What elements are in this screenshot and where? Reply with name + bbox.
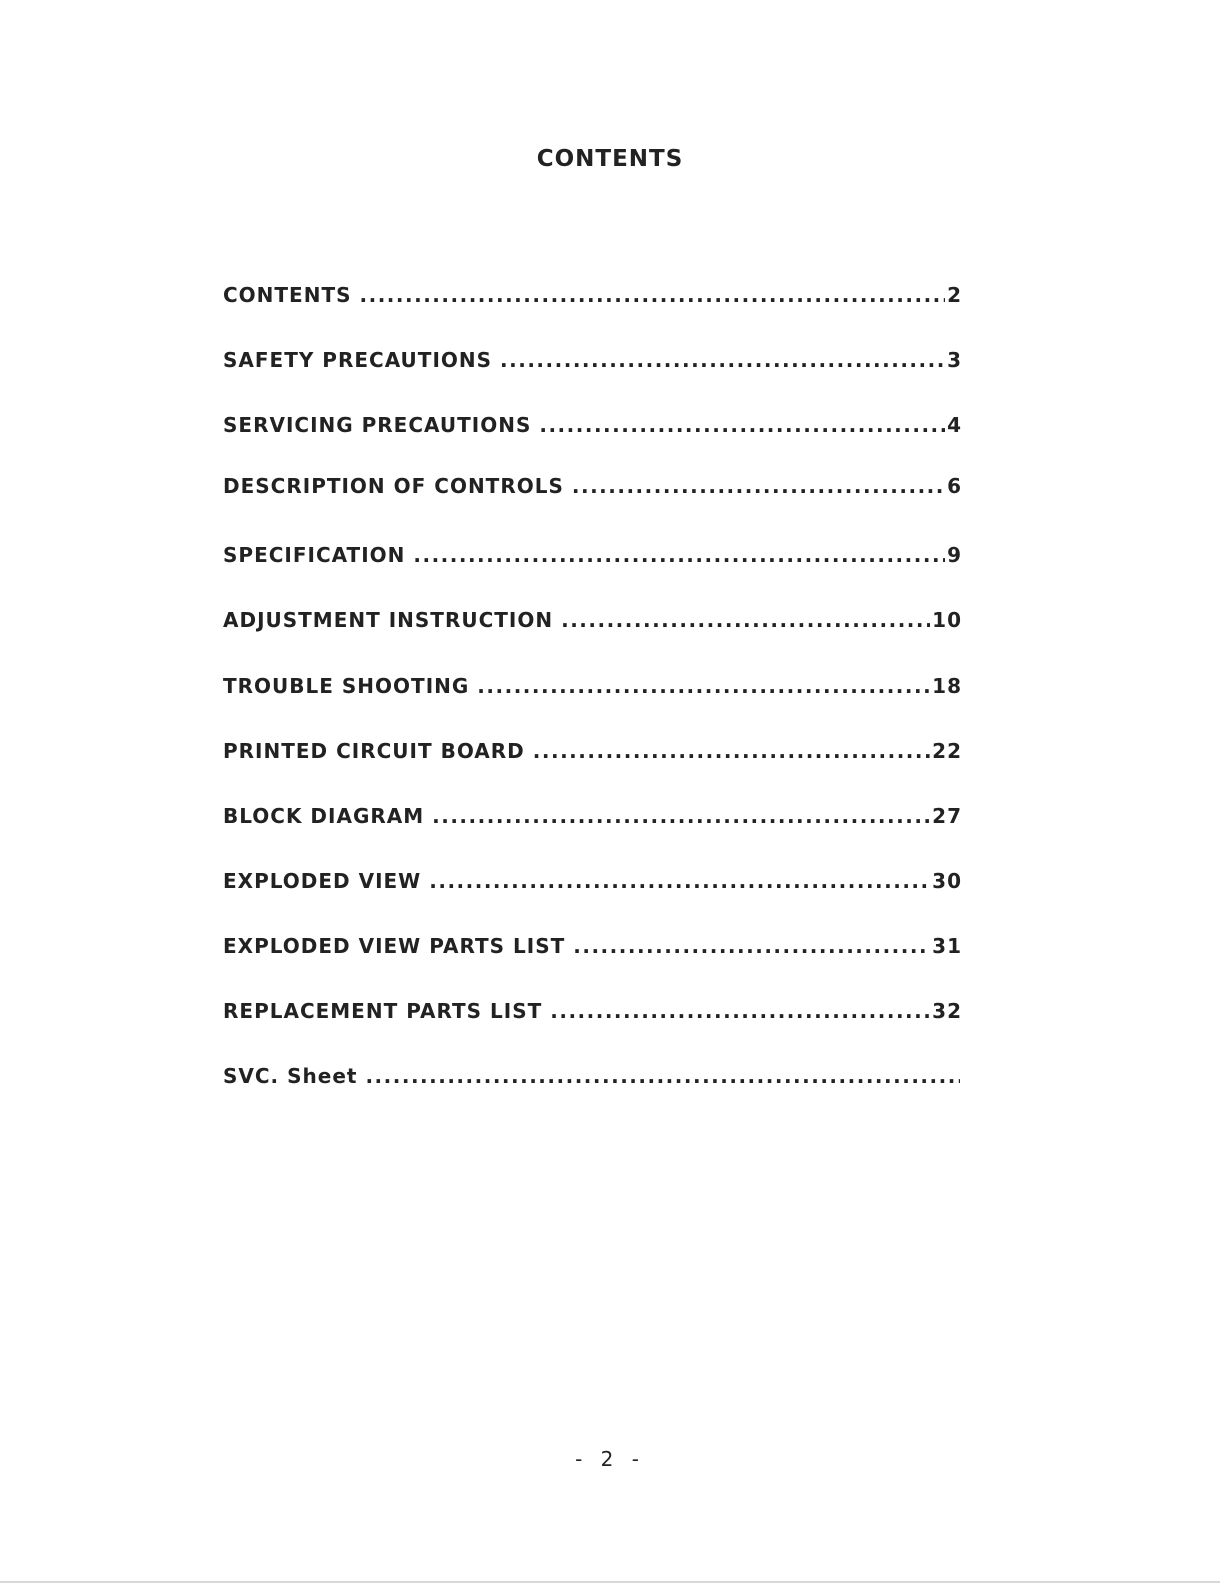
page-number: - 2 -: [575, 1447, 645, 1471]
toc-entry-contents[interactable]: [223, 283, 962, 313]
toc-dot-leader: [360, 283, 946, 307]
toc-entry-label: EXPLODED VIEW: [223, 869, 422, 893]
toc-entry-page: 4: [947, 413, 962, 437]
toc-entry-replacement-parts-list[interactable]: [223, 999, 962, 1029]
page-title: CONTENTS: [536, 146, 684, 172]
toc-entry-svc-sheet[interactable]: [223, 1064, 962, 1094]
toc-entry-label: DESCRIPTION OF CONTROLS: [223, 474, 564, 498]
toc-entry-label: TROUBLE SHOOTING: [223, 674, 470, 698]
toc-dot-leader: [413, 543, 945, 567]
toc-entry-printed-circuit-board[interactable]: [223, 739, 962, 769]
toc-entry-page: 18: [932, 674, 962, 698]
toc-entry-page: 2: [947, 283, 962, 307]
toc-entry-page: 6: [947, 474, 962, 498]
toc-entry-label: SAFETY PRECAUTIONS: [223, 348, 493, 372]
toc-entry-label: SERVICING PRECAUTIONS: [223, 413, 532, 437]
toc-entry-label: CONTENTS: [223, 283, 352, 307]
toc-dot-leader: [533, 739, 930, 763]
toc-entry-label: SVC. Sheet: [223, 1064, 358, 1088]
toc-entry-label: ADJUSTMENT INSTRUCTION: [223, 608, 554, 632]
toc-entry-servicing-precautions[interactable]: [223, 413, 962, 443]
toc-entry-page: 32: [932, 999, 962, 1023]
toc-entry-page: 3: [947, 348, 962, 372]
toc-entry-label: EXPLODED VIEW PARTS LIST: [223, 934, 566, 958]
toc-entry-description-of-controls[interactable]: [223, 474, 962, 504]
toc-entry-page: 22: [932, 739, 962, 763]
toc-entry-block-diagram[interactable]: [223, 804, 962, 834]
toc-entry-page: 9: [947, 543, 962, 567]
toc-entry-safety-precautions[interactable]: [223, 348, 962, 378]
toc-dot-leader: [432, 804, 930, 828]
toc-dot-leader: [477, 674, 930, 698]
toc-entry-page: 27: [932, 804, 962, 828]
toc-dot-leader: [573, 934, 930, 958]
toc-entry-label: PRINTED CIRCUIT BOARD: [223, 739, 525, 763]
toc-entry-page: 31: [932, 934, 962, 958]
toc-entry-trouble-shooting[interactable]: [223, 674, 962, 704]
toc-dot-leader: [365, 1064, 960, 1088]
toc-entry-label: SPECIFICATION: [223, 543, 406, 567]
toc-entry-label: BLOCK DIAGRAM: [223, 804, 425, 828]
toc-dot-leader: [429, 869, 930, 893]
toc-dot-leader: [539, 413, 945, 437]
toc-dot-leader: [561, 608, 930, 632]
toc-entry-label: REPLACEMENT PARTS LIST: [223, 999, 543, 1023]
toc-dot-leader: [500, 348, 945, 372]
toc-dot-leader: [572, 474, 945, 498]
toc-entry-page: 30: [932, 869, 962, 893]
toc-entry-page: 10: [932, 608, 962, 632]
toc-dot-leader: [550, 999, 930, 1023]
toc-entry-adjustment-instruction[interactable]: [223, 608, 962, 638]
toc-entry-exploded-view[interactable]: [223, 869, 962, 899]
toc-entry-exploded-view-parts-list[interactable]: [223, 934, 962, 964]
toc-entry-specification[interactable]: [223, 543, 962, 573]
